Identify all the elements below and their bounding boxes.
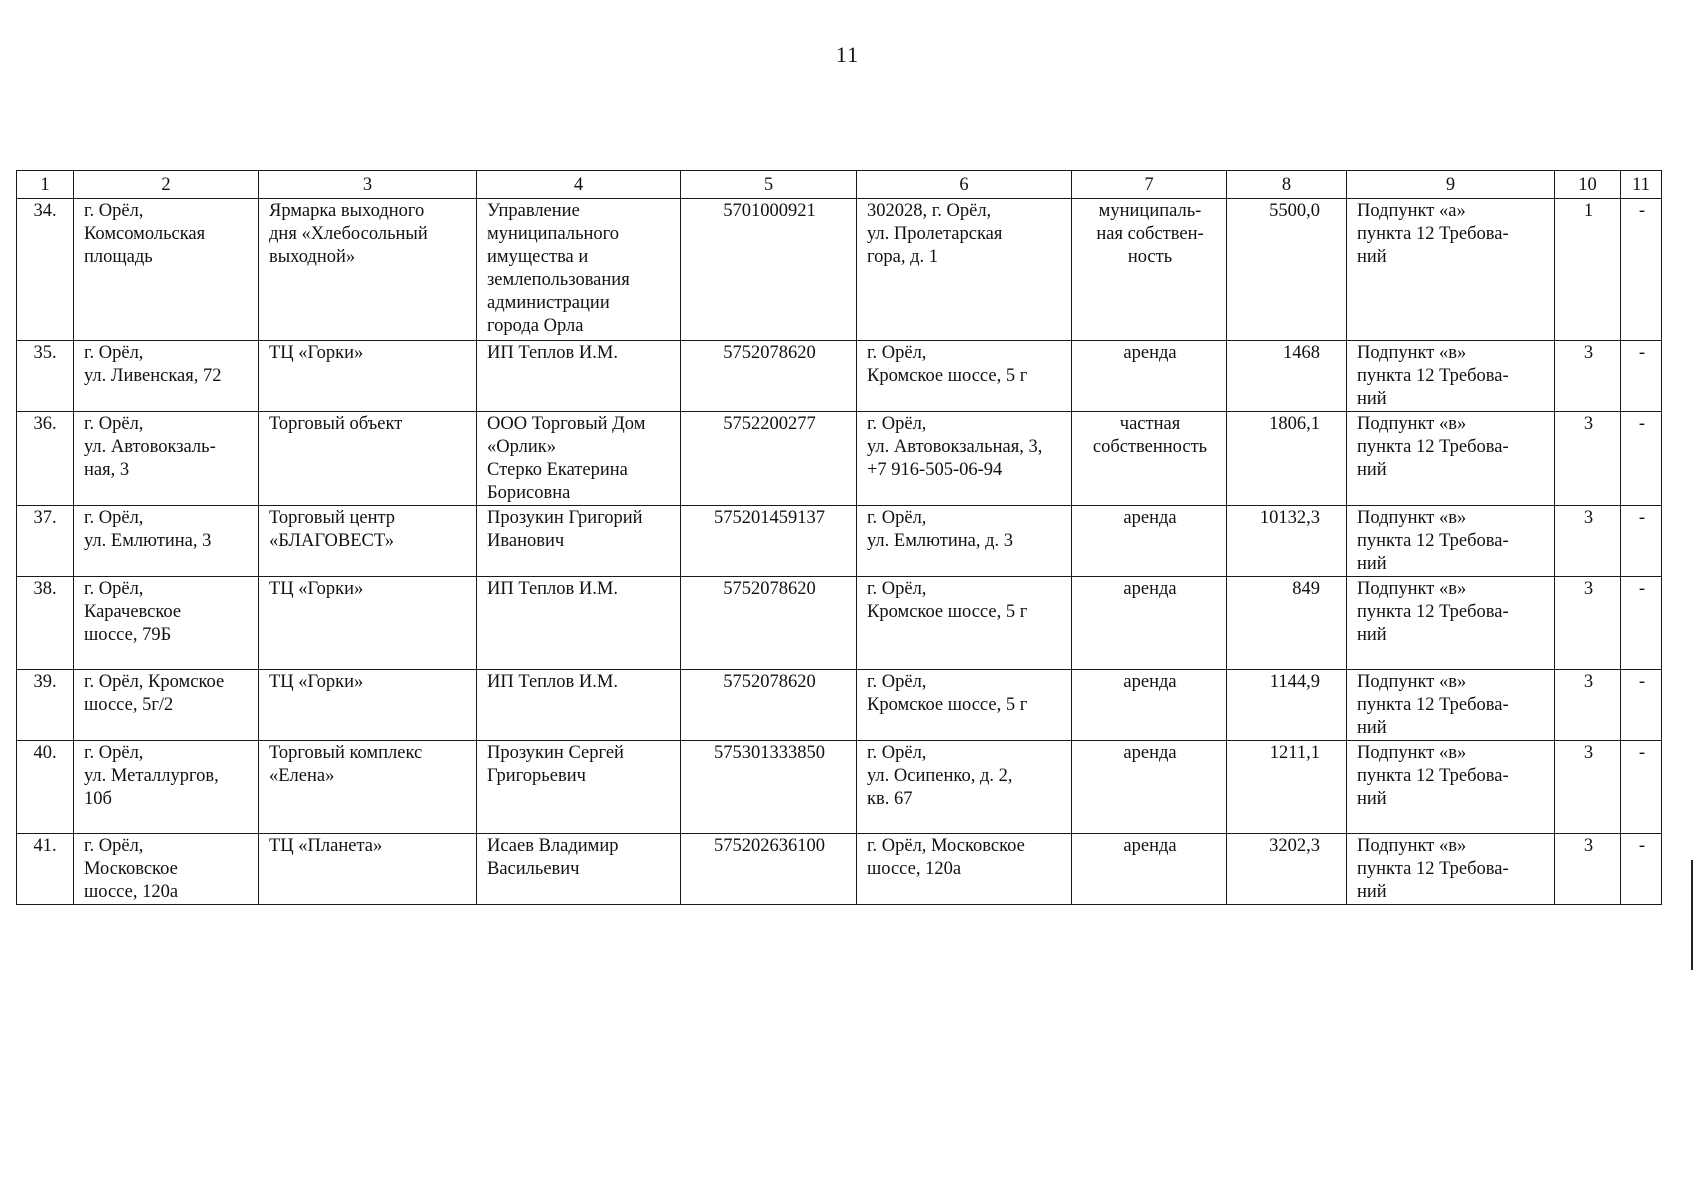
owner-name: Исаев Владимир Васильевич [477,834,681,905]
object-name: Торговый центр «БЛАГОВЕСТ» [259,506,477,577]
object-name: ТЦ «Горки» [259,670,477,741]
page-number: 11 [835,42,860,67]
row-number: 35. [17,341,74,412]
object-address: г. Орёл, ул. Емлютина, 3 [74,506,259,577]
owner-inn: 575202636100 [681,834,857,905]
owner-inn: 5752078620 [681,577,857,670]
header-cell: 5 [681,171,857,199]
header-cell: 3 [259,171,477,199]
owner-inn: 5752200277 [681,412,857,506]
area-value: 849 [1227,577,1347,670]
column-10-value: 3 [1555,506,1621,577]
table-row [17,341,1662,412]
owner-name: ООО Торговый Дом «Орлик» Стерко Екатерина Борисовна [477,412,681,506]
header-cell: 10 [1555,171,1621,199]
table-row [17,199,1662,341]
area-value: 1468 [1227,341,1347,412]
object-address: г. Орёл, Московское шоссе, 120а [74,834,259,905]
criterion: Подпункт «в» пункта 12 Требова- ний [1347,741,1555,834]
column-11-value: - [1621,412,1662,506]
table-row [17,834,1662,905]
table-row [17,577,1662,670]
object-name: ТЦ «Горки» [259,577,477,670]
object-address: г. Орёл, ул. Ливенская, 72 [74,341,259,412]
area-value: 3202,3 [1227,834,1347,905]
owner-inn: 5752078620 [681,670,857,741]
column-10-value: 3 [1555,741,1621,834]
table-row [17,670,1662,741]
object-address: г. Орёл, Кромское шоссе, 5г/2 [74,670,259,741]
usage-basis: аренда [1072,741,1227,834]
usage-basis: аренда [1072,834,1227,905]
column-10-value: 3 [1555,834,1621,905]
column-11-value: - [1621,670,1662,741]
owner-address: г. Орёл, Кромское шоссе, 5 г [857,577,1072,670]
owner-name: ИП Теплов И.М. [477,577,681,670]
object-address: г. Орёл, ул. Металлургов, 10б [74,741,259,834]
row-number: 39. [17,670,74,741]
column-10-value: 3 [1555,577,1621,670]
usage-basis: аренда [1072,670,1227,741]
owner-name: ИП Теплов И.М. [477,670,681,741]
column-11-value: - [1621,577,1662,670]
usage-basis: частная собственность [1072,412,1227,506]
owner-name: Прозукин Григорий Иванович [477,506,681,577]
header-cell: 7 [1072,171,1227,199]
owner-name: Прозукин Сергей Григорьевич [477,741,681,834]
owner-name: ИП Теплов И.М. [477,341,681,412]
column-10-value: 1 [1555,199,1621,341]
owner-inn: 5752078620 [681,341,857,412]
header-cell: 2 [74,171,259,199]
table-header-row [17,171,1662,199]
row-number: 41. [17,834,74,905]
header-cell: 6 [857,171,1072,199]
usage-basis: аренда [1072,577,1227,670]
criterion: Подпункт «в» пункта 12 Требова- ний [1347,506,1555,577]
area-value: 1806,1 [1227,412,1347,506]
table-row [17,741,1662,834]
owner-name: Управление муниципального имущества и землепользования администрации города Орла [477,199,681,341]
header-cell: 1 [17,171,74,199]
object-address: г. Орёл, Карачевское шоссе, 79Б [74,577,259,670]
column-10-value: 3 [1555,412,1621,506]
registry-table-container [16,170,1661,905]
owner-address: г. Орёл, ул. Осипенко, д. 2, кв. 67 [857,741,1072,834]
owner-address: г. Орёл, ул. Автовокзальная, 3, +7 916-505-06-94 [857,412,1072,506]
column-11-value: - [1621,341,1662,412]
row-number: 36. [17,412,74,506]
row-number: 34. [17,199,74,341]
object-name: ТЦ «Горки» [259,341,477,412]
usage-basis: аренда [1072,341,1227,412]
area-value: 1211,1 [1227,741,1347,834]
area-value: 10132,3 [1227,506,1347,577]
owner-inn: 5701000921 [681,199,857,341]
table-row [17,412,1662,506]
header-cell: 8 [1227,171,1347,199]
object-name: Торговый объект [259,412,477,506]
header-cell: 9 [1347,171,1555,199]
owner-address: 302028, г. Орёл, ул. Пролетарская гора, д. 1 [857,199,1072,341]
owner-address: г. Орёл, Кромское шоссе, 5 г [857,670,1072,741]
column-10-value: 3 [1555,670,1621,741]
row-number: 40. [17,741,74,834]
column-11-value: - [1621,834,1662,905]
column-11-value: - [1621,506,1662,577]
owner-address: г. Орёл, Кромское шоссе, 5 г [857,341,1072,412]
column-11-value: - [1621,741,1662,834]
owner-address: г. Орёл, Московское шоссе, 120а [857,834,1072,905]
criterion: Подпункт «в» пункта 12 Требова- ний [1347,670,1555,741]
header-cell: 11 [1621,171,1662,199]
object-name: Торговый комплекс «Елена» [259,741,477,834]
criterion: Подпункт «в» пункта 12 Требова- ний [1347,412,1555,506]
row-number: 38. [17,577,74,670]
object-address: г. Орёл, ул. Автовокзаль- ная, 3 [74,412,259,506]
usage-basis: аренда [1072,506,1227,577]
table-row [17,506,1662,577]
scan-edge-mark [1691,860,1693,970]
owner-inn: 575301333850 [681,741,857,834]
owner-inn: 575201459137 [681,506,857,577]
owner-address: г. Орёл, ул. Емлютина, д. 3 [857,506,1072,577]
usage-basis: муниципаль- ная собствен- ность [1072,199,1227,341]
criterion: Подпункт «в» пункта 12 Требова- ний [1347,834,1555,905]
object-name: Ярмарка выходного дня «Хлебосольный выходной» [259,199,477,341]
object-address: г. Орёл, Комсомольская площадь [74,199,259,341]
column-11-value: - [1621,199,1662,341]
object-name: ТЦ «Планета» [259,834,477,905]
header-cell: 4 [477,171,681,199]
row-number: 37. [17,506,74,577]
criterion: Подпункт «а» пункта 12 Требова- ний [1347,199,1555,341]
criterion: Подпункт «в» пункта 12 Требова- ний [1347,341,1555,412]
criterion: Подпункт «в» пункта 12 Требова- ний [1347,577,1555,670]
registry-table [16,170,1662,905]
column-10-value: 3 [1555,341,1621,412]
area-value: 5500,0 [1227,199,1347,341]
area-value: 1144,9 [1227,670,1347,741]
